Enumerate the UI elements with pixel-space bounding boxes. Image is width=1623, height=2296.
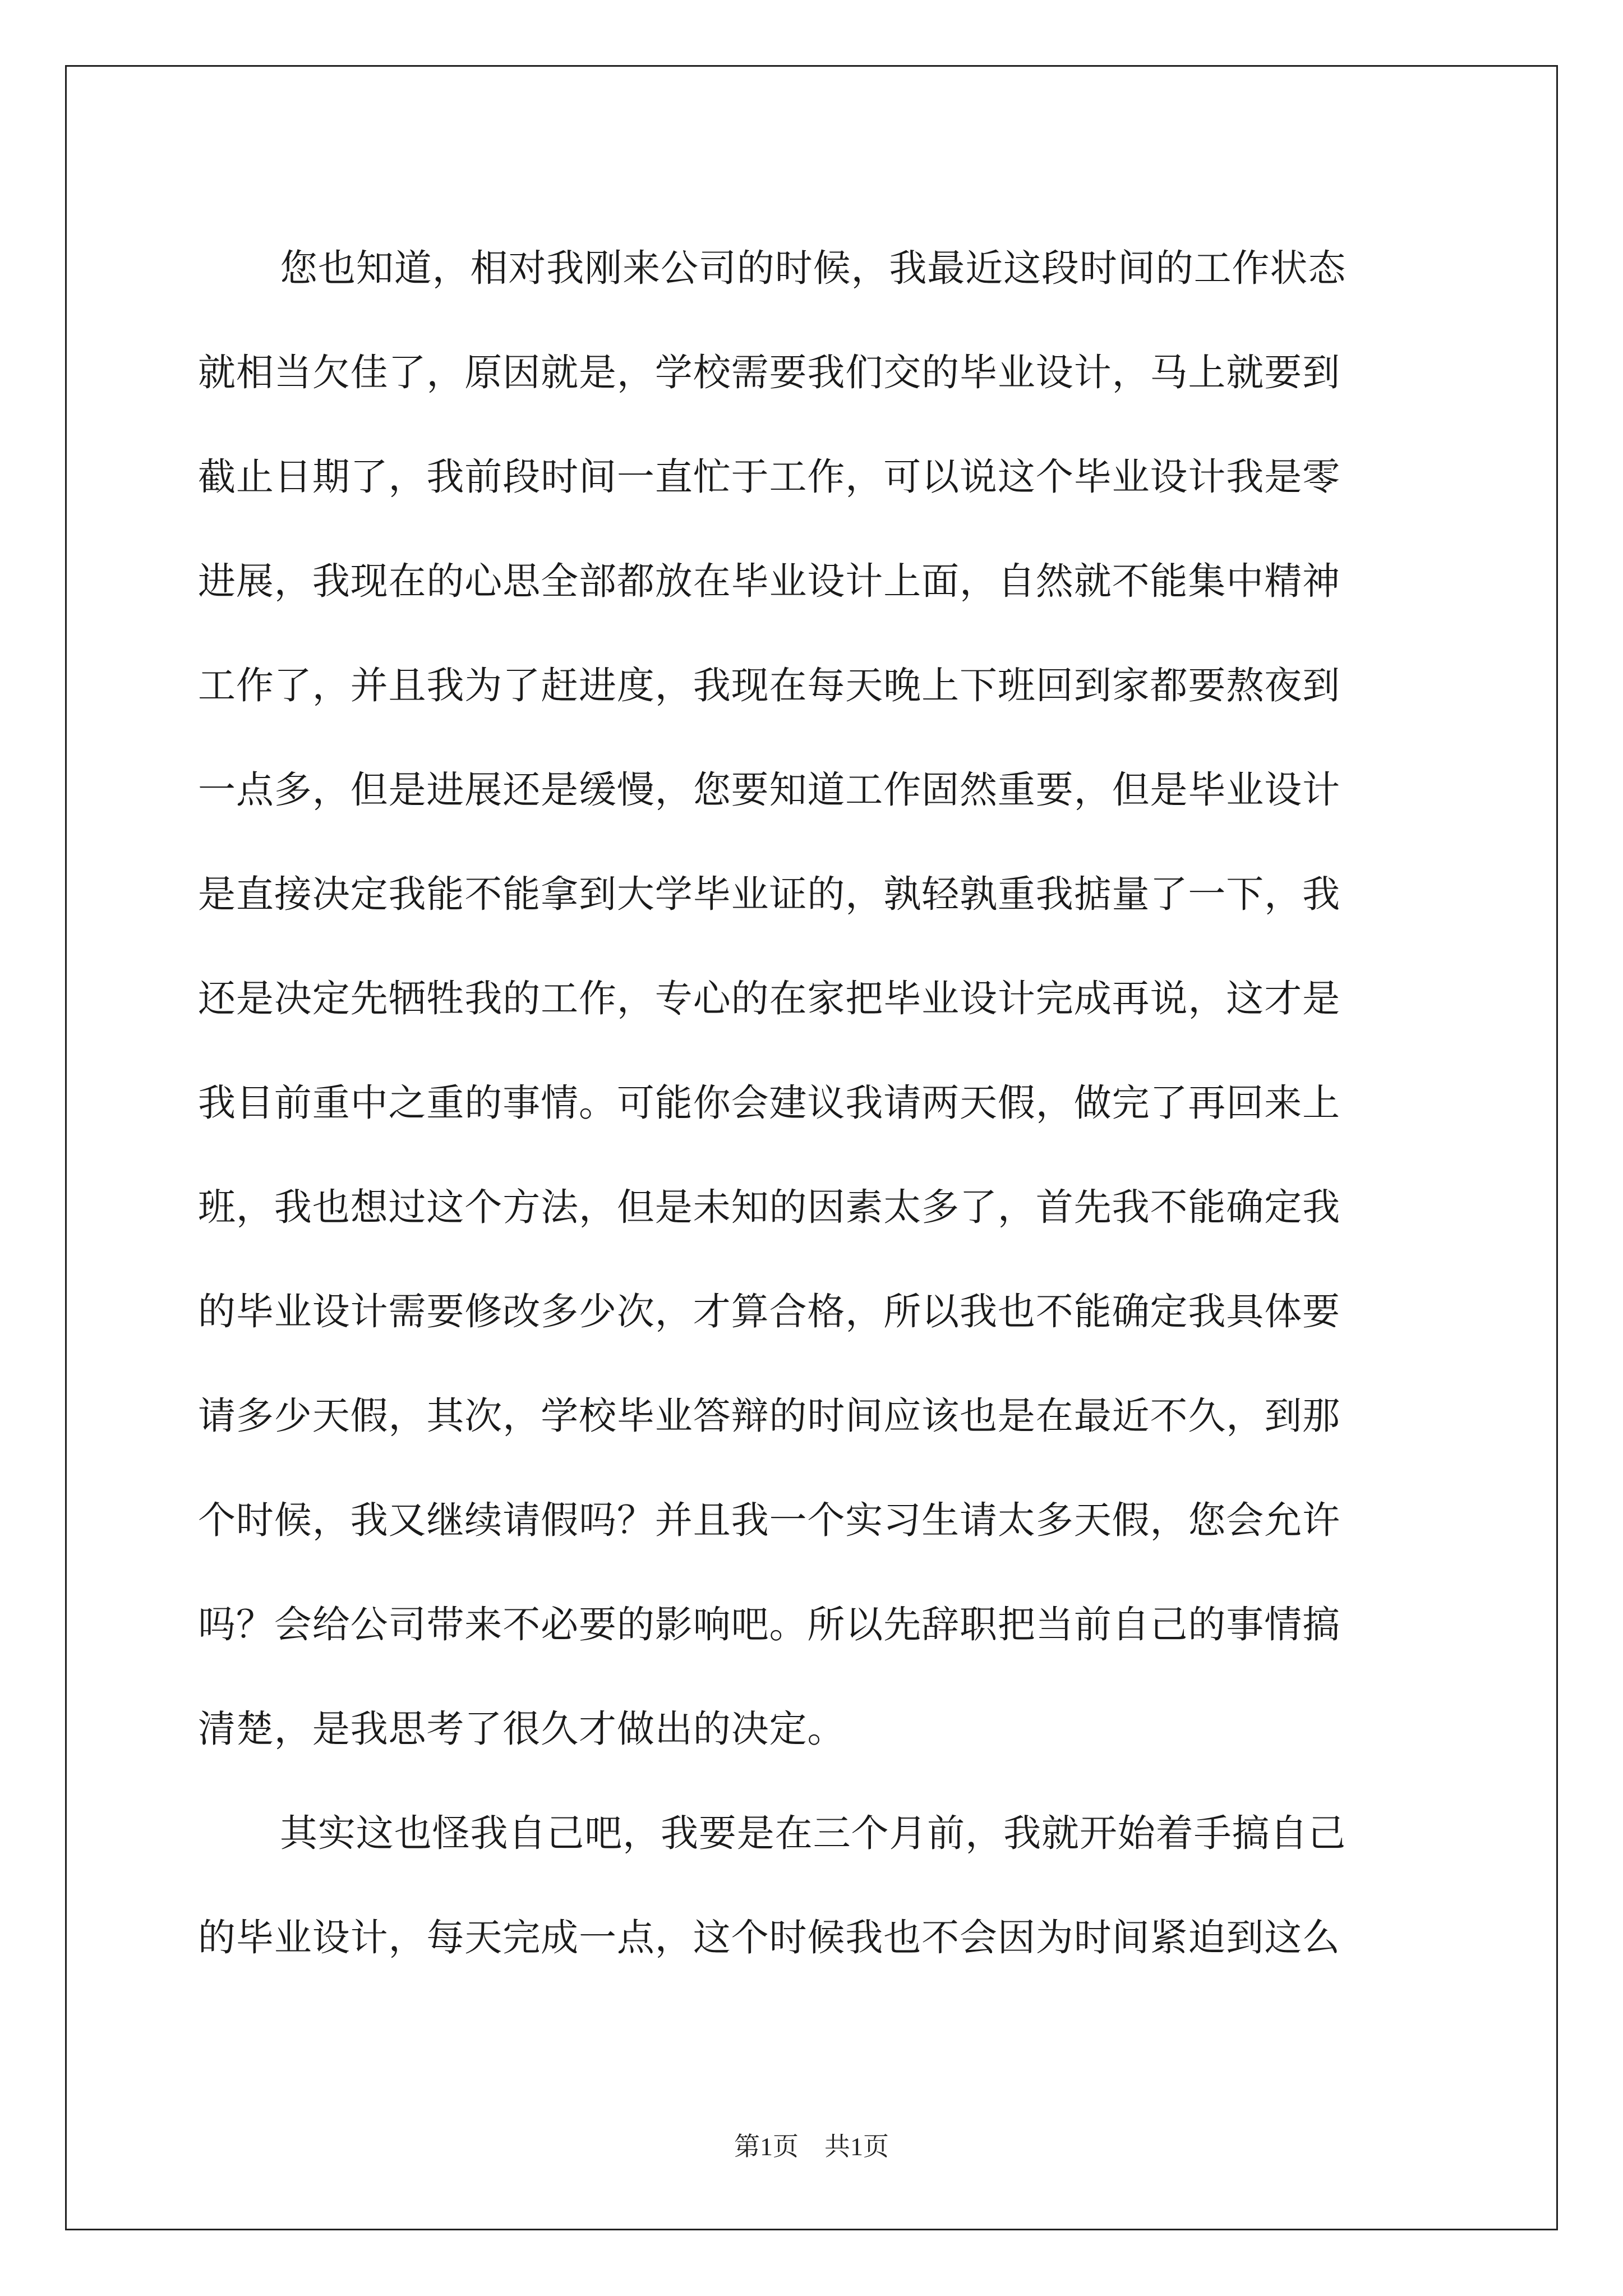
text-line: 班，我也想过这个方法，但是未知的因素太多了，首先我不能确定我 bbox=[198, 1185, 1340, 1229]
text-line: 是直接决定我能不能拿到大学毕业证的，孰轻孰重我掂量了一下，我 bbox=[198, 872, 1340, 916]
text-line: 吗？会给公司带来不必要的影响吧。所以先辞职把当前自己的事情搞 bbox=[198, 1603, 1340, 1646]
text-line: 就相当欠佳了，原因就是，学校需要我们交的毕业设计，马上就要到 bbox=[198, 351, 1340, 394]
text-line: 个时候，我又继续请假吗？并且我一个实习生请太多天假，您会允许 bbox=[198, 1498, 1340, 1542]
document-body bbox=[198, 216, 1422, 1990]
text-line: 的毕业设计，每天完成一点，这个时候我也不会因为时间紧迫到这么 bbox=[198, 1916, 1340, 1959]
text-line: 我目前重中之重的事情。可能你会建议我请两天假，做完了再回来上 bbox=[198, 1081, 1340, 1125]
text-line: 您也知道，相对我刚来公司的时候，我最近这段时间的工作状态 bbox=[280, 246, 1347, 290]
text-line: 一点多，但是进展还是缓慢，您要知道工作固然重要，但是毕业设计 bbox=[198, 768, 1340, 812]
text-line: 进展，我现在的心思全部都放在毕业设计上面，自然就不能集中精神 bbox=[198, 559, 1340, 603]
text-line: 清楚，是我思考了很久才做出的决定。 bbox=[198, 1707, 846, 1751]
text-line: 其实这也怪我自己吧，我要是在三个月前，我就开始着手搞自己 bbox=[280, 1811, 1347, 1855]
paragraph-2 bbox=[198, 1781, 1422, 1990]
text-line: 还是决定先牺牲我的工作，专心的在家把毕业设计完成再说，这才是 bbox=[198, 977, 1340, 1020]
text-line: 的毕业设计需要修改多少次，才算合格，所以我也不能确定我具体要 bbox=[198, 1290, 1340, 1333]
text-line: 工作了，并且我为了赶进度，我现在每天晚上下班回到家都要熬夜到 bbox=[198, 664, 1340, 707]
text-line: 请多少天假，其次，学校毕业答辩的时间应该也是在最近不久，到那 bbox=[198, 1394, 1340, 1438]
paragraph-1 bbox=[198, 216, 1422, 1781]
page-number-footer: 第1页 共1页 bbox=[734, 2132, 889, 2161]
text-line: 截止日期了，我前段时间一直忙于工作，可以说这个毕业设计我是零 bbox=[198, 455, 1340, 499]
